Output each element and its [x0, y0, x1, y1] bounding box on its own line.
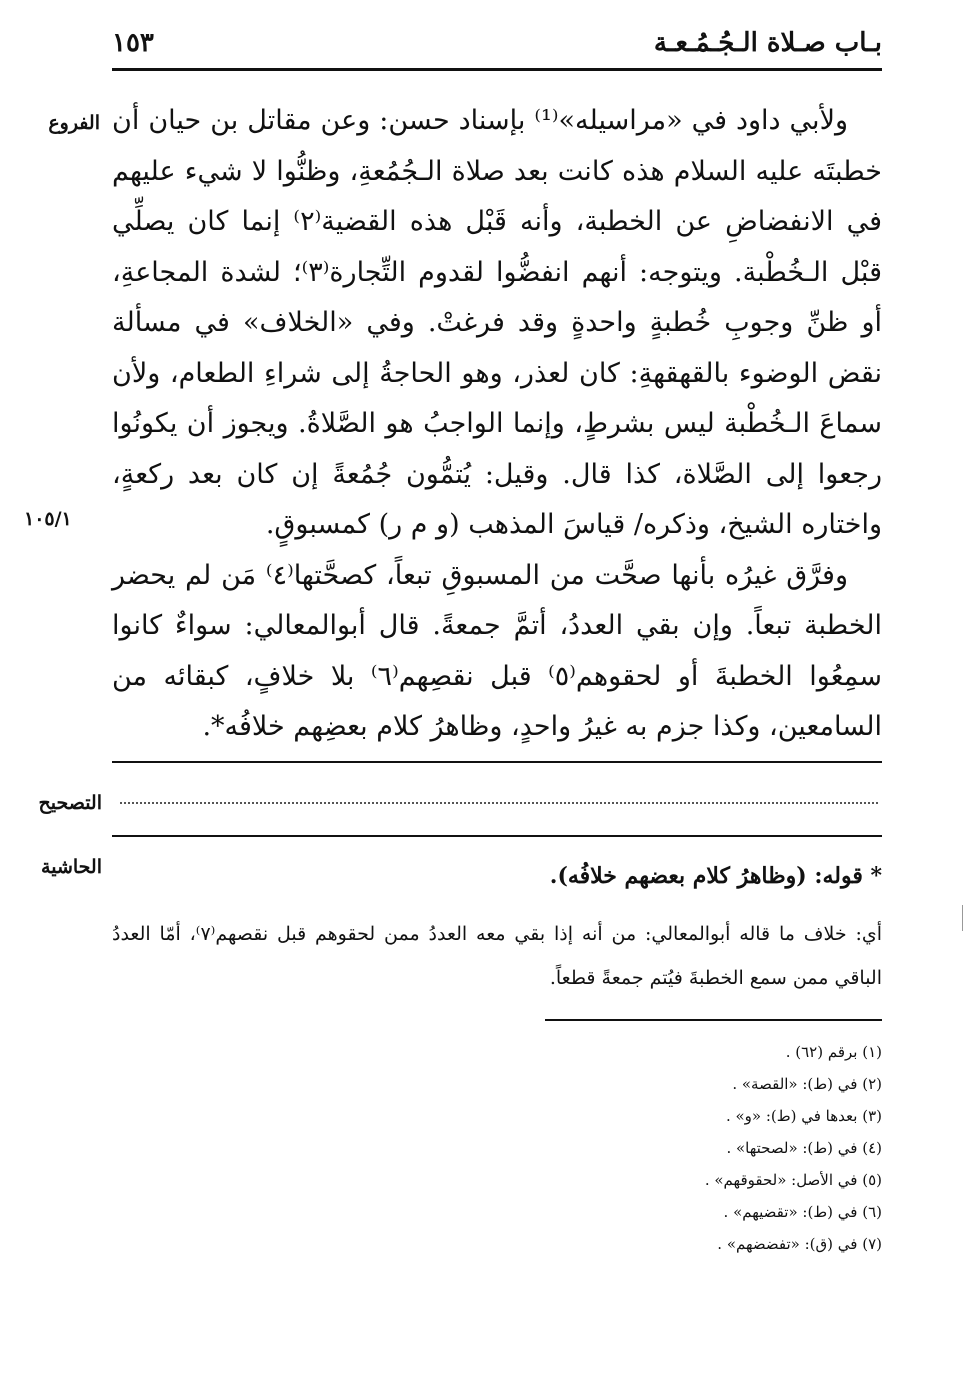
margin-label-tashih: التصحيح [38, 792, 102, 814]
footnote-item: (٧) في (ق): «تفضضهم» . [717, 1235, 882, 1253]
header-rule [112, 68, 882, 71]
footnotes-list [480, 1036, 882, 1260]
footnote-item: (١) برقم (٦٢) . [785, 1043, 882, 1061]
page-number: ١٥٣ [112, 28, 154, 58]
footnote-item: (٦) في (ط): «تقضيهم» . [723, 1203, 882, 1221]
margin-label-hashiya: الحاشية [41, 856, 102, 878]
main-paragraph-1: ولأبي داود في «مراسيله»⁽¹⁾ بإسناد حسن: وعن مقاتل بن حيان أن خطبتَه عليه السلام هذه كانت بعد صلاة الـجُمُعةِ، وظنُّوا لا شيء عليهم في الانفضاضِ عن الخطبة، وأنه قَبْل هذه القضية⁽٢⁾ إنما كان يصلِّي قبْل الـخُطْبة. ويتوجه: أنهم انفضُّوا لقدوم التِّجارة⁽٣⁾؛ لشدة المجاعةِ، أو ظنِّ وجوبِ خُطبةٍ واحدةٍ وقد فرغتْ. وفي «الخلاف» في مسألة نقض الوضوء بالقهقهةِ: كان لعذر، وهو الحاجةُ إلى شراءِ الطعام، ولأن سماعَ الـخُطْبة ليس بشرطٍ، وإنما الواجبُ هو الصَّلاةُ. ويجوز أن يكونُوا رجعوا إلى الصَّلاة، كذا قال. وقيل: يُتمُّون جُمُعةً إن كان بعد ركعةٍ، واختاره الشيخ، وذكره/ قياسَ المذهب (و م ر) كمسبوقٍ. [112, 105, 883, 540]
main-text-rule [112, 761, 882, 763]
footnote-item: (٢) في (ط): «القصة» . [732, 1075, 882, 1093]
page-header [112, 22, 882, 68]
footnote-item: (٣) بعدها في (ط): «و» . [725, 1107, 882, 1125]
footnote-rule [545, 1019, 882, 1021]
footnote-item: (٤) في (ط): «لصحتها» . [726, 1139, 882, 1157]
margin-label-furu: الفروع [48, 112, 100, 134]
main-text [112, 96, 882, 753]
margin-volume-reference: ١٠٥/١ [24, 508, 72, 530]
section-divider-rule [112, 835, 882, 837]
footnote-item: (٥) في الأصل: «لحقوقهم» . [704, 1171, 882, 1189]
commentary-body: أي: خلاف ما قاله أبوالمعالي: من أنه إذا بقي معه العددُ ممن لحقوهم قبل نقصهم⁽٧⁾، أمّا العددُ الباقي ممن سمع الخطبةَ فيُتم جمعةً قطعاً. [112, 923, 882, 989]
scan-edge-mark [962, 905, 963, 931]
main-paragraph-2: وفرَّق غيرُه بأنها صحَّت من المسبوقِ تبعاً، كصحَّتها⁽٤⁾ مَن لم يحضر الخطبة تبعاً. وإن بقي العددُ، أتمَّ جمعةً. قال أبوالمعالي: سواءٌ كانوا سمِعُوا الخطبةَ أو لحقوهم⁽٥⁾ قبل نقصِهم⁽٦⁾ بلا خلافٍ، كبقائه من السامعين، وكذا جزم به غيرُ واحدٍ، وظاهرُ كلام بعضِهم خلافُه*. [112, 559, 882, 742]
tashih-dotted-line [120, 802, 878, 804]
commentary-heading: * قوله: (وظاهرُ كلام بعضهم خلافُه). [549, 863, 882, 889]
running-title: بـاب صـلاة الـجُـمُـعـة [653, 28, 882, 58]
